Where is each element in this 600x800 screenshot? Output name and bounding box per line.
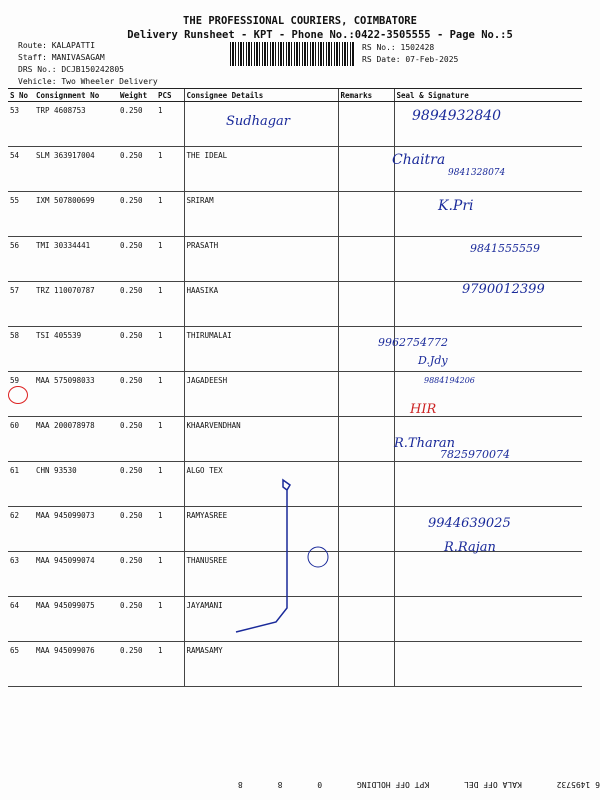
cell-consignment: TRZ 110070787 <box>34 282 118 327</box>
cell-sno: 54 <box>8 147 34 192</box>
cell-consignee: THE IDEAL <box>184 147 338 192</box>
cell-consignee: RAMYASREE <box>184 507 338 552</box>
cell-consignee: RAMASAMY <box>184 642 338 687</box>
cell-consignee: HAASIKA <box>184 282 338 327</box>
cell-sno: 55 <box>8 192 34 237</box>
handwritten-phone: 9841555559 <box>470 242 540 255</box>
col-sno: S No <box>8 89 34 102</box>
cell-pcs: 1 <box>156 642 184 687</box>
footer-count: 8 <box>277 780 283 789</box>
vehicle-label: Vehicle: Two Wheeler Delivery <box>18 77 158 86</box>
runsheet-subtitle: Delivery Runsheet - KPT - Phone No.:0422-3505555 - Page No.:5 <box>127 29 513 41</box>
rs-date-label: RS Date: 07-Feb-2025 <box>362 55 459 64</box>
cell-sno: 60 <box>8 417 34 462</box>
cell-weight: 0.250 <box>118 552 156 597</box>
footer-count: 8 <box>237 780 243 789</box>
cell-pcs: 1 <box>156 507 184 552</box>
cell-consignee: ALGO TEX <box>184 462 338 507</box>
handwritten-signature: Chaitra <box>392 152 446 168</box>
cell-sno: 63 <box>8 552 34 597</box>
cell-consignment: TSI 405539 <box>34 327 118 372</box>
cell-weight: 0.250 <box>118 192 156 237</box>
rs-no-label: RS No.: 1502428 <box>362 43 435 52</box>
col-weight: Weight <box>118 89 156 102</box>
handwritten-phone: 9962754772 <box>378 336 448 349</box>
cell-pcs: 1 <box>156 417 184 462</box>
cell-sno: 53 <box>8 102 34 147</box>
cell-weight: 0.250 <box>118 417 156 462</box>
cell-consignment: MAA 945099073 <box>34 507 118 552</box>
cell-consignment: SLM 363917004 <box>34 147 118 192</box>
col-consignee: Consignee Details <box>184 89 338 102</box>
cell-pcs: 1 <box>156 237 184 282</box>
handwritten-phone: 9790012399 <box>462 282 545 297</box>
cell-consignee: JAGADEESH <box>184 372 338 417</box>
staff-label: Staff: MANIVASAGAM <box>18 53 105 62</box>
cell-consignee: KHAARVENDHAN <box>184 417 338 462</box>
cell-sno: 59 <box>8 372 34 417</box>
cell-consignee: SRIRAM <box>184 192 338 237</box>
col-pcs: PCS <box>156 89 184 102</box>
handwritten-signature: R.Rajan <box>444 540 496 555</box>
route-label: Route: KALAPATTI <box>18 41 96 50</box>
cell-consignment: MAA 945099076 <box>34 642 118 687</box>
cell-pcs: 1 <box>156 147 184 192</box>
cell-sno: 65 <box>8 642 34 687</box>
company-title: THE PROFESSIONAL COURIERS, COIMBATORE <box>183 15 417 27</box>
handwritten-signature: K.Pri <box>438 198 474 214</box>
cell-pcs: 1 <box>156 372 184 417</box>
handwritten-signature: D.Jdy <box>418 354 448 367</box>
cell-pcs: 1 <box>156 282 184 327</box>
cell-consignment: MAA 945099075 <box>34 597 118 642</box>
handwritten-phone: 9884194206 <box>424 376 475 385</box>
cell-weight: 0.250 <box>118 327 156 372</box>
cell-consignee: JAYAMANI <box>184 597 338 642</box>
circle-mark <box>308 547 328 567</box>
cell-consignment: IXM 507800699 <box>34 192 118 237</box>
cell-pcs: 1 <box>156 102 184 147</box>
cell-pcs: 1 <box>156 327 184 372</box>
cell-weight: 0.250 <box>118 642 156 687</box>
cell-weight: 0.250 <box>118 147 156 192</box>
handwritten-remark: HIR <box>410 402 437 417</box>
cell-weight: 0.250 <box>118 372 156 417</box>
footer-code: 6 1495732 <box>556 780 600 789</box>
cell-sno: 61 <box>8 462 34 507</box>
cell-pcs: 1 <box>156 192 184 237</box>
cell-sno: 62 <box>8 507 34 552</box>
cell-consignment: CHN 93530 <box>34 462 118 507</box>
handwritten-signature: 9894932840 <box>412 108 502 124</box>
cell-consignee: PRASATH <box>184 237 338 282</box>
handwritten-signature: R.Tharan <box>394 436 456 451</box>
cell-pcs: 1 <box>156 462 184 507</box>
cell-consignment: MAA 945099074 <box>34 552 118 597</box>
cell-weight: 0.250 <box>118 462 156 507</box>
footer-holding: KPT OFF HOLDING <box>356 780 430 789</box>
col-consignment: Consignment No <box>34 89 118 102</box>
col-remarks: Remarks <box>338 89 394 102</box>
cell-consignment: TMI 30334441 <box>34 237 118 282</box>
bracket-stroke <box>236 480 290 632</box>
cell-consignment: MAA 200078978 <box>34 417 118 462</box>
cell-sno: 56 <box>8 237 34 282</box>
cell-pcs: 1 <box>156 552 184 597</box>
handwritten-phone: 9944639025 <box>428 516 511 531</box>
cell-consignment: MAA 575098033 <box>34 372 118 417</box>
footer-del: KALA OFF DEL <box>464 780 522 789</box>
cell-consignee: THANUSREE <box>184 552 338 597</box>
cell-weight: 0.250 <box>118 597 156 642</box>
cell-sno: 57 <box>8 282 34 327</box>
cell-sno: 64 <box>8 597 34 642</box>
handwritten-consignee: Sudhagar <box>226 114 291 129</box>
cell-weight: 0.250 <box>118 507 156 552</box>
footer-count: 0 <box>317 780 323 789</box>
handwritten-phone: 7825970074 <box>440 448 510 461</box>
cell-weight: 0.250 <box>118 237 156 282</box>
cell-pcs: 1 <box>156 597 184 642</box>
cell-consignment: TRP 4608753 <box>34 102 118 147</box>
footer-strip <box>0 780 600 789</box>
cell-consignee: THIRUMALAI <box>184 327 338 372</box>
drs-label: DRS No.: DCJB150242805 <box>18 65 124 74</box>
handwritten-phone: 9841328074 <box>448 168 506 178</box>
cell-sno: 58 <box>8 327 34 372</box>
cell-weight: 0.250 <box>118 282 156 327</box>
cell-weight: 0.250 <box>118 102 156 147</box>
col-signature: Seal & Signature <box>394 89 582 102</box>
